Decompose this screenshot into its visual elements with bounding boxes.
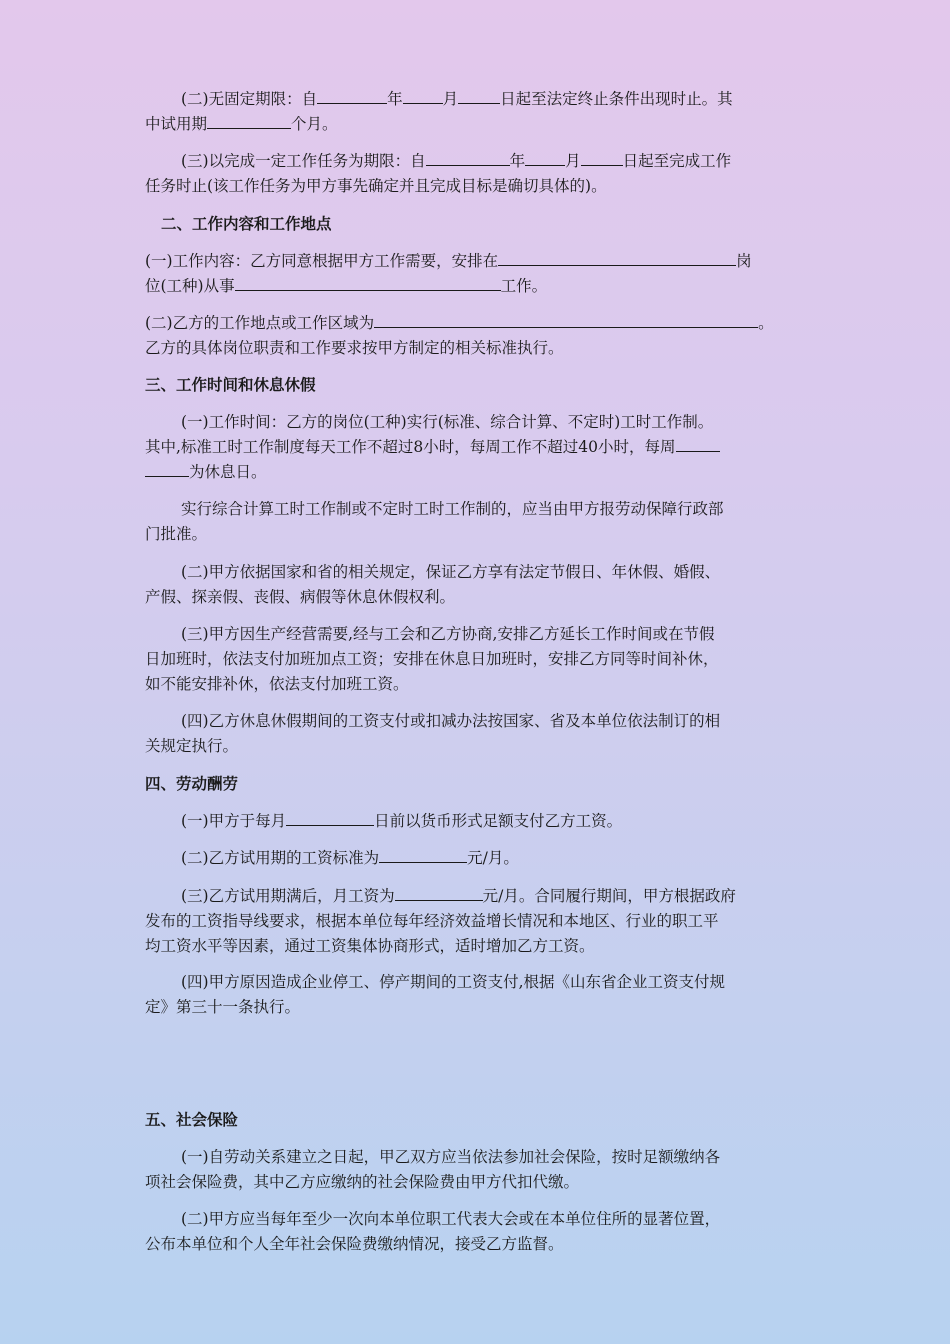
text: 位(工种)从事 [145, 277, 235, 295]
text: 。 [758, 314, 774, 332]
text: 元/月。合同履行期间，甲方根据政府 [482, 887, 736, 905]
blank-field[interactable] [403, 87, 443, 104]
text: (一)工作内容：乙方同意根据甲方工作需要，安排在 [145, 252, 499, 270]
blank-field[interactable] [235, 274, 501, 291]
section-heading-4: 四、劳动酬劳 [145, 775, 239, 793]
text: (二)甲方应当每年至少一次向本单位职工代表大会或在本单位住所的显著位置， [181, 1210, 721, 1228]
blank-field[interactable] [458, 87, 500, 104]
blank-field[interactable] [676, 435, 720, 452]
text: 月 [442, 90, 459, 108]
text: 年 [387, 90, 403, 108]
text: (二)甲方依据国家和省的相关规定，保证乙方享有法定节假日、年休假、婚假、 [181, 563, 721, 581]
text: 实行综合计算工时工作制或不定时工时工作制的，应当由甲方报劳动保障行政部 [181, 500, 724, 518]
paragraph-insurance-disclosure [145, 1207, 807, 1257]
blank-field[interactable] [317, 87, 387, 104]
text: (一)工作时间：乙方的岗位(工种)实行(标准、综合计算、不定时)工时工作制。 [181, 413, 714, 431]
text: 日加班时，依法支付加班加点工资；安排在休息日加班时，安排乙方同等时间补休， [145, 650, 719, 668]
paragraph-leave-pay [145, 709, 807, 759]
text: 元/月。 [467, 849, 519, 867]
blank-field[interactable] [395, 884, 483, 901]
text: 乙方的具体岗位职责和工作要求按甲方制定的相关标准执行。 [145, 339, 564, 357]
blank-field[interactable] [426, 149, 510, 166]
text: (四)乙方休息休假期间的工资支付或扣减办法按国家、省及本单位依法制订的相 [181, 712, 721, 730]
blank-field[interactable] [145, 460, 189, 477]
text: 日起至完成工作 [622, 152, 732, 170]
text: 年 [509, 152, 526, 170]
paragraph-approval [145, 497, 807, 547]
paragraph-task-term [145, 149, 807, 199]
text: 门批准。 [145, 525, 208, 543]
paragraph-overtime [145, 622, 807, 697]
text: 任务时止(该工作任务为甲方事先确定并且完成目标是确切具体的)。 [145, 177, 607, 195]
blank-field[interactable] [525, 149, 565, 166]
paragraph-monthly-pay [145, 884, 807, 959]
text: 公布本单位和个人全年社会保险费缴纳情况，接受乙方监督。 [145, 1235, 564, 1253]
text: 中试用期 [145, 115, 208, 133]
text: (四)甲方原因造成企业停工、停产期间的工资支付,根据《山东省企业工资支付规 [181, 973, 726, 991]
text: (一)自劳动关系建立之日起，甲乙双方应当依法参加社会保险，按时足额缴纳各 [181, 1148, 721, 1166]
text: 日起至法定终止条件出现时止。其 [500, 90, 733, 108]
blank-field[interactable] [286, 809, 374, 826]
blank-field[interactable] [498, 249, 736, 266]
blank-field[interactable] [379, 846, 467, 863]
text: (二)无固定期限：自 [181, 90, 318, 108]
paragraph-work-location [145, 311, 807, 361]
text: 其中,标准工时工作制度每天工作不超过8小时，每周工作不超过40小时，每周 [145, 438, 676, 456]
text: 如不能安排补休，依法支付加班工资。 [145, 675, 409, 693]
text: (二)乙方试用期的工资标准为 [181, 849, 380, 867]
section-heading-3: 三、工作时间和休息休假 [145, 376, 316, 394]
text: 定》第三十一条执行。 [145, 998, 301, 1016]
paragraph-social-insurance [145, 1145, 807, 1195]
paragraph-work-content [145, 249, 807, 299]
paragraph-pay-date [145, 809, 807, 834]
text: (二)乙方的工作地点或工作区域为 [145, 314, 375, 332]
text: 工作。 [500, 277, 548, 295]
section-heading-5: 五、社会保险 [145, 1111, 239, 1129]
blank-field[interactable] [207, 112, 291, 129]
text: (三)以完成一定工作任务为期限：自 [181, 152, 426, 170]
text: 月 [565, 152, 581, 170]
text: 发布的工资指导线要求，根据本单位每年经济效益增长情况和本地区、行业的职工平 [145, 912, 719, 930]
text: 个月。 [291, 115, 338, 133]
text: 为休息日。 [189, 463, 267, 481]
text: 均工资水平等因素，通过工资集体协商形式，适时增加乙方工资。 [145, 937, 595, 955]
text: 岗 [736, 252, 752, 270]
paragraph-holidays [145, 560, 807, 610]
text: 日前以货币形式足额支付乙方工资。 [374, 812, 623, 830]
blank-field[interactable] [374, 311, 758, 328]
section-heading-2: 二、工作内容和工作地点 [161, 215, 332, 233]
blank-field[interactable] [581, 149, 623, 166]
text: (一)甲方于每月 [181, 812, 287, 830]
paragraph-work-time [145, 410, 807, 485]
paragraph-probation-pay [145, 846, 807, 871]
text: (三)甲方因生产经营需要,经与工会和乙方协商,安排乙方延长工作时间或在节假 [181, 625, 715, 643]
paragraph-fixed-term [145, 87, 807, 137]
paragraph-shutdown-pay [145, 970, 807, 1020]
text: 产假、探亲假、丧假、病假等休息休假权利。 [145, 588, 456, 606]
text: 项社会保险费，其中乙方应缴纳的社会保险费由甲方代扣代缴。 [145, 1173, 580, 1191]
text: (三)乙方试用期满后，月工资为 [181, 887, 395, 905]
text: 关规定执行。 [145, 737, 239, 755]
